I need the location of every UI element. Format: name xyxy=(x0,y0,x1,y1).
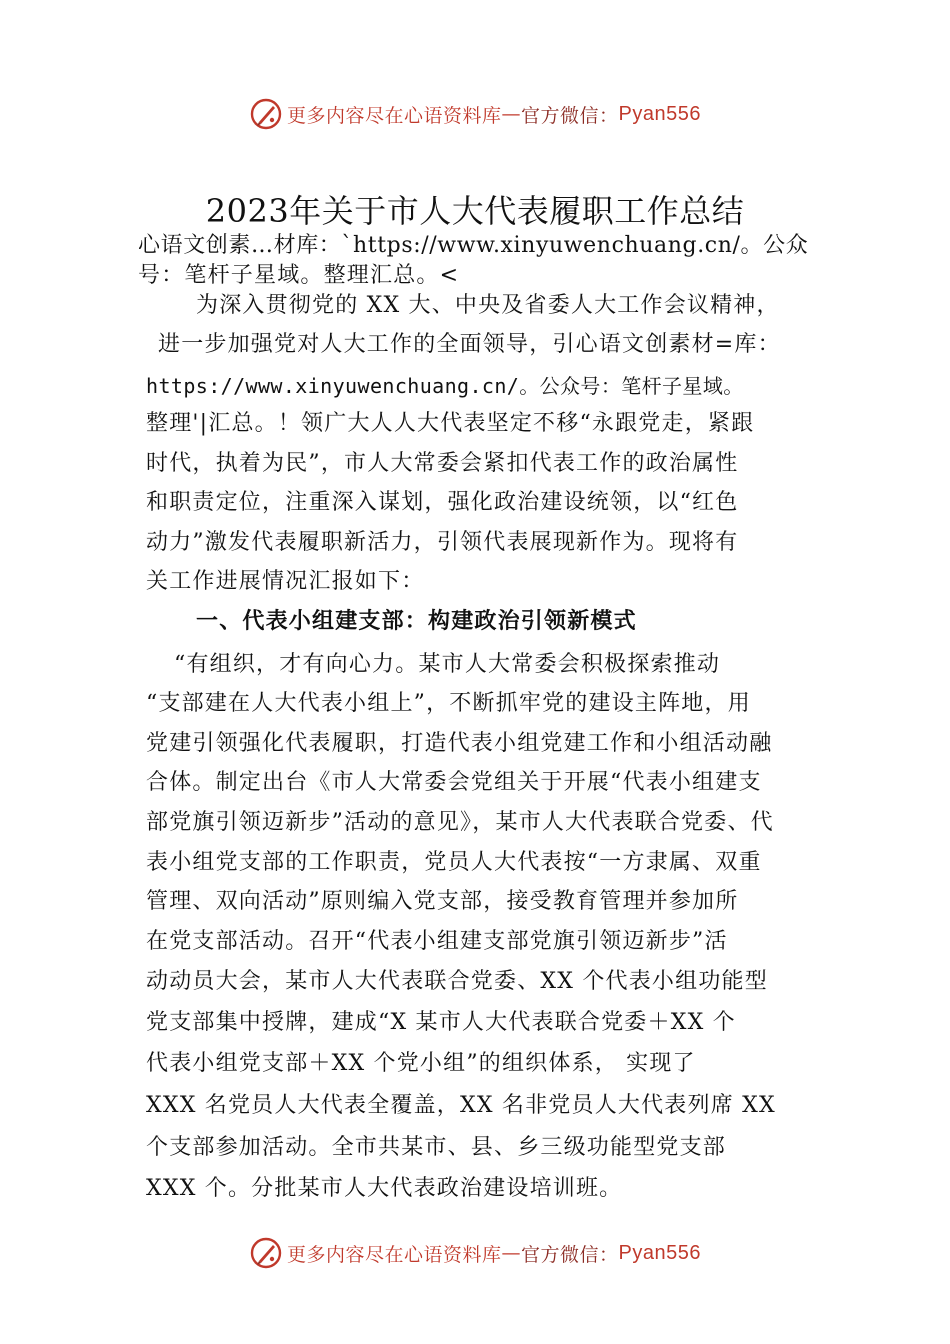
source-line-2: 号：笔杆子星域。整理汇总。< xyxy=(138,263,460,288)
section-heading-1: 一、代表小组建支部：构建政治引领新模式 xyxy=(196,609,637,634)
pen-logo-icon xyxy=(249,1236,283,1270)
footer-watermark-banner xyxy=(0,1233,950,1273)
header-watermark-banner xyxy=(0,94,950,134)
paragraph-2-line: 个支部参加活动。全市共某市、县、乡三级功能型党支部 xyxy=(146,1135,727,1160)
paragraph-1-line: 进一步加强党对人大工作的全面领导，引心语文创素材=库： xyxy=(158,332,781,357)
paragraph-2-line: “支部建在人大代表小组上”，不断抓牢党的建设主阵地，用 xyxy=(146,691,751,716)
paragraph-2-line: 合体。制定出台《市人大常委会党组关于开展“代表小组建支 xyxy=(146,770,762,795)
pen-logo-icon xyxy=(249,97,283,131)
paragraph-1-line: 整理'|汇总。！领广大人人大代表坚定不移“永跟党走，紧跟 xyxy=(146,411,755,436)
source-line-1: 心语文创素…材库：`https://www.xinyuwenchuang.cn/。公众 xyxy=(138,233,809,258)
banner-dash: — xyxy=(501,103,522,125)
paragraph-2-line: 动动员大会，某市人大代表联合党委、XX 个代表小组功能型 xyxy=(146,969,768,994)
paragraph-1-line: 为深入贯彻党的 XX 大、中央及省委人大工作会议精神， xyxy=(196,293,780,318)
paragraph-2-line: XXX 个。分批某市人大代表政治建设培训班。 xyxy=(146,1176,623,1201)
paragraph-2-line: 部党旗引领迈新步”活动的意见》，某市人大代表联合党委、代 xyxy=(146,810,774,835)
banner-wechat-id: Pyan556 xyxy=(618,1241,701,1264)
paragraph-2-line: 在党支部活动。召开“代表小组建支部党旗引领迈新步”活 xyxy=(146,929,728,954)
paragraph-2-line: XXX 名党员人大代表全覆盖，XX 名非党员人大代表列席 XX xyxy=(146,1093,776,1118)
banner-text-library: 更多内容尽在心语资料库 xyxy=(287,104,502,127)
paragraph-1-line: 时代，执着为民”，市人大常委会紧扣代表工作的政治属性 xyxy=(146,451,739,476)
paragraph-1-line: 动力”激发代表履职新活力，引领代表展现新作为。现将有 xyxy=(146,530,739,555)
paragraph-1-line: 关工作进展情况汇报如下： xyxy=(146,569,425,594)
paragraph-2-line: 管理、双向活动”原则编入党支部，接受教育管理并参加所 xyxy=(146,889,739,914)
banner-text-wechat: 官方微信： xyxy=(521,104,619,127)
paragraph-2-line: “有组织，才有向心力。某市人大常委会积极探索推动 xyxy=(174,652,721,677)
banner-text-library: 更多内容尽在心语资料库 xyxy=(287,1243,502,1266)
paragraph-2-line: 党支部集中授牌，建成“X 某市人大代表联合党委＋XX 个 xyxy=(146,1010,736,1035)
banner-wechat-id: Pyan556 xyxy=(618,102,701,125)
document-title: 2023年关于市人大代表履职工作总结 xyxy=(205,192,745,230)
paragraph-1-line: https://www.xinyuwenchuang.cn/。公众号：笔杆子星域。 xyxy=(146,374,744,398)
paragraph-2-line: 代表小组党支部＋XX 个党小组”的组织体系， 实现了 xyxy=(146,1051,696,1076)
paragraph-2-line: 表小组党支部的工作职责，党员人大代表按“一方隶属、双重 xyxy=(146,850,762,875)
paragraph-1-line: 和职责定位，注重深入谋划，强化政治建设统领，以“红色 xyxy=(146,490,739,515)
paragraph-2-line: 党建引领强化代表履职，打造代表小组党建工作和小组活动融 xyxy=(146,731,773,756)
banner-text-wechat: 官方微信： xyxy=(521,1243,619,1266)
banner-dash: — xyxy=(501,1242,522,1264)
